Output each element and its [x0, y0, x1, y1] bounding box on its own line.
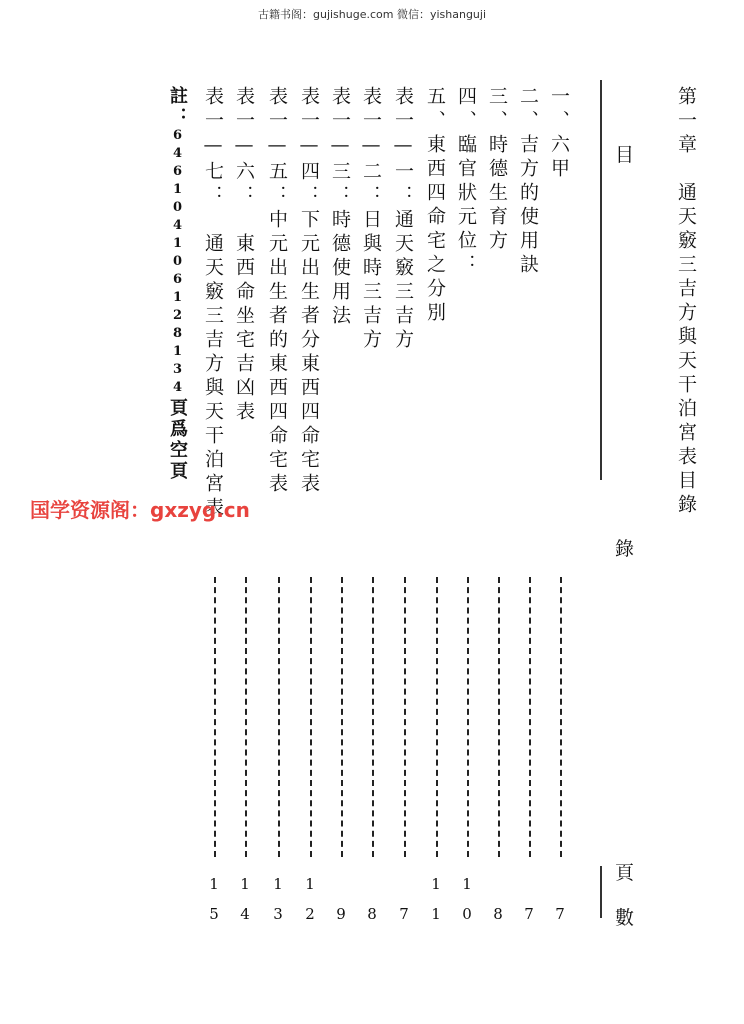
page-number-units: 8	[367, 905, 377, 923]
toc-entry-11: 表一—六： 東西命坐宅吉凶表	[233, 86, 255, 425]
page-number-units: 1	[431, 905, 441, 923]
chapter-title: 第一章 通天竅三吉方與天干泊宮表目錄	[675, 86, 697, 518]
leader-line	[310, 577, 312, 857]
watermark-top: 古籍书阁：gujishuge.com 微信：yishanguji	[257, 8, 487, 21]
note-suffix: 頁爲空頁	[167, 398, 188, 482]
note-number: 104	[170, 182, 185, 236]
note-number: 134	[170, 344, 185, 398]
note-label: 註：	[167, 86, 188, 128]
page-number-tens: 1	[305, 875, 315, 893]
page-number-units: 3	[273, 905, 283, 923]
page-number-units: 7	[399, 905, 409, 923]
toc-entry-5: 五、東西四命宅之分別	[424, 86, 446, 326]
page-number-tens: 1	[240, 875, 250, 893]
toc-entry-9: 表一—四：下元出生者分東西四命宅表	[298, 86, 320, 497]
toc-entry-6: 表一—一：通天竅三吉方	[392, 86, 414, 353]
heading-shu: 數	[615, 907, 635, 929]
note-empty-pages	[168, 86, 186, 482]
note-number: 6	[170, 128, 185, 146]
divider-rule-top	[600, 80, 602, 480]
page-number-tens: 1	[209, 875, 219, 893]
toc-entry-8: 表一—三：時德使用法	[329, 86, 351, 329]
leader-line	[278, 577, 280, 857]
page-number-units: 0	[462, 905, 472, 923]
leader-line	[498, 577, 500, 857]
toc-entry-2: 二、吉方的使用訣	[517, 86, 539, 278]
leader-line	[436, 577, 438, 857]
leader-line	[245, 577, 247, 857]
leader-line	[467, 577, 469, 857]
page-number-units: 8	[493, 905, 503, 923]
note-number: 106	[170, 236, 185, 290]
leader-line	[341, 577, 343, 857]
page-number-units: 5	[209, 905, 219, 923]
page-number-tens: 1	[273, 875, 283, 893]
page-number-tens: 1	[462, 875, 472, 893]
page-number-units: 4	[240, 905, 250, 923]
note-number: 128	[170, 290, 185, 344]
heading-lu: 錄	[615, 538, 635, 560]
toc-entry-1: 一、六甲	[548, 86, 570, 182]
leader-line	[372, 577, 374, 857]
page-number-units: 7	[555, 905, 565, 923]
toc-entry-12: 表一—七： 通天竅三吉方與天干泊宮表	[202, 86, 224, 521]
toc-entry-7: 表一—二：日與時三吉方	[360, 86, 382, 353]
toc-entry-4: 四、臨官狀元位：	[455, 86, 477, 278]
heading-ye: 頁	[615, 862, 635, 884]
leader-line	[560, 577, 562, 857]
heading-mu: 目	[615, 144, 635, 166]
toc-entry-3: 三、時德生育方	[486, 86, 508, 254]
divider-rule-bottom	[600, 866, 602, 918]
leader-line	[404, 577, 406, 857]
site-watermark: 国学资源阁：gxzyg.cn	[30, 498, 250, 522]
page-number-units: 7	[524, 905, 534, 923]
leader-line	[529, 577, 531, 857]
page-number-tens: 1	[431, 875, 441, 893]
leader-line	[214, 577, 216, 857]
page-number-units: 9	[336, 905, 346, 923]
page-number-units: 2	[305, 905, 315, 923]
note-number: 46	[170, 146, 185, 182]
toc-entry-10: 表一—五：中元出生者的東西四命宅表	[266, 86, 288, 497]
